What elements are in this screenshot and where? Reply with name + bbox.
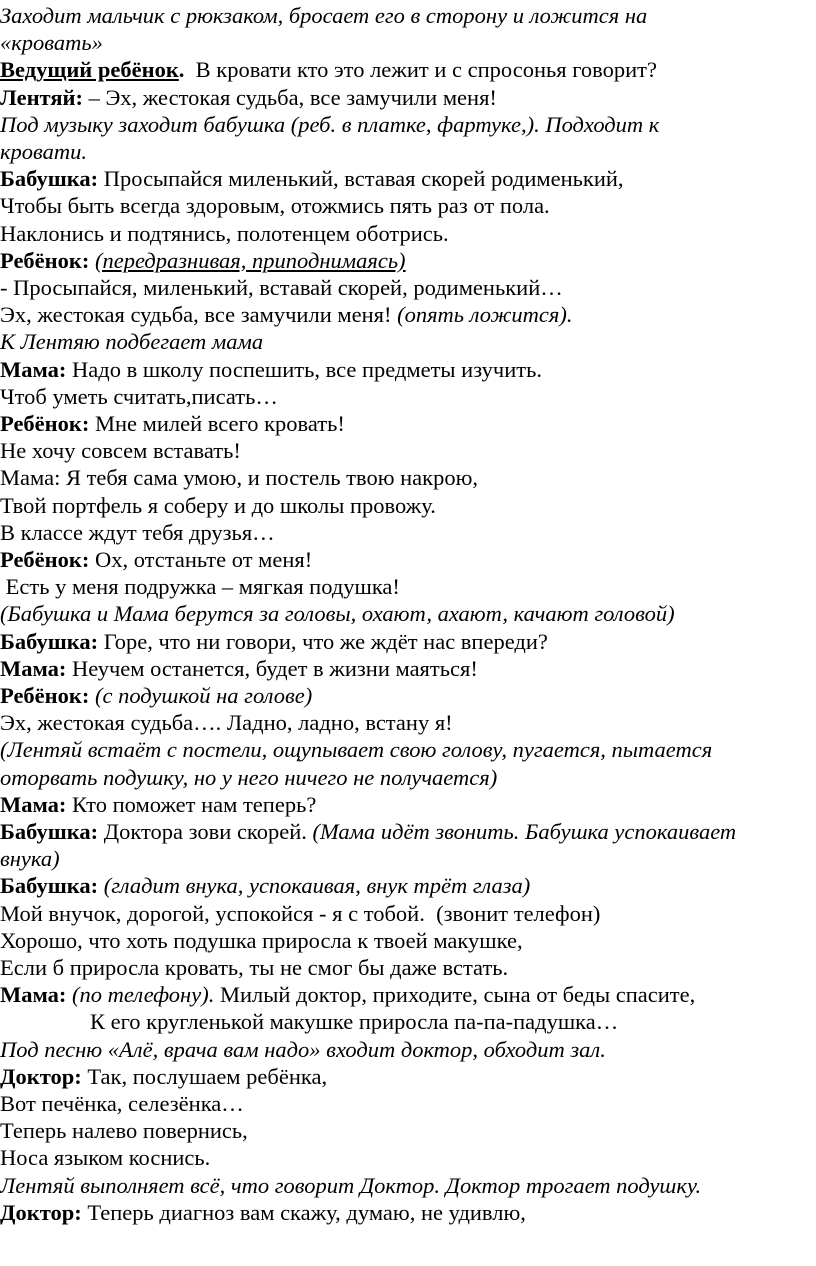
line-text: - Просыпайся, миленький, вставай скорей, родименький… [0, 275, 563, 300]
line-text: Горе, что ни говори, что же ждёт нас впереди? [98, 628, 548, 654]
text-line [0, 628, 548, 656]
line-text: Милый доктор, приходите, сына от беды спасите, [214, 982, 696, 1008]
text-line [0, 818, 736, 846]
stage-direction: кровати. [0, 139, 88, 164]
stage-direction: (с подушкой на голове) [94, 683, 313, 708]
text-line [0, 981, 695, 1009]
line-text: Теперь налево повернись, [0, 1118, 248, 1144]
text-line [0, 546, 312, 574]
line-text: Чтоб уметь считать,писать… [0, 383, 278, 409]
line-text: Кто поможет нам теперь? [66, 791, 317, 817]
speaker-label: Мама: [0, 982, 67, 1008]
text-line [0, 2, 647, 30]
text-line [0, 165, 624, 193]
stage-direction: (опять ложится). [397, 302, 573, 328]
text-line [0, 872, 530, 900]
stage-direction: (передразнивая, приподнимаясь) [94, 247, 406, 273]
text-line [0, 192, 550, 220]
text-line [0, 655, 478, 683]
line-text: Чтобы быть всегда здоровым, отожмись пять раз от пола. [0, 193, 550, 219]
text-line [0, 709, 453, 737]
text-line [0, 845, 60, 873]
text-line [0, 138, 87, 166]
text-line [0, 328, 263, 356]
line-text: Твой портфель я соберу и до школы провожу. [0, 492, 436, 518]
speaker-label: Ведущий ребёнок [0, 57, 179, 83]
line-text: Хорошо, что хоть подушка приросла к твоей макушке, [0, 927, 523, 953]
line-text: В классе ждут тебя друзья… [0, 519, 275, 545]
speaker-label: Доктор: [0, 1063, 82, 1089]
line-text: Неучем останется, будет в жизни маяться! [66, 655, 478, 681]
line-text: Доктора зови скорей. [98, 819, 313, 844]
text-line [0, 1008, 618, 1036]
text-line [0, 301, 572, 329]
stage-direction: Заходит мальчик с рюкзаком, бросает его в сторону и ложится на [0, 3, 648, 28]
stage-direction: К Лентяю подбегает мама [0, 329, 264, 355]
line-text: В кровати кто это лежит и с спросонья говорит? [184, 57, 657, 83]
text-line [0, 954, 508, 982]
line-text: Мне милей всего кровать! [89, 411, 345, 436]
text-line [0, 1144, 210, 1172]
line-text: – Эх, жестокая судьба, все замучили меня! [82, 84, 497, 110]
line-text: Эх, жестокая судьба, все замучили меня! [0, 302, 398, 328]
speaker-label: Ребёнок: [0, 411, 90, 436]
line-text: Теперь диагноз вам скажу, думаю, не удивлю, [81, 1199, 526, 1225]
text-line [0, 573, 400, 601]
line-text: Так, послушаем ребёнка, [81, 1063, 328, 1089]
speaker-label: Лентяй: [0, 84, 83, 110]
speaker-label: Бабушка: [0, 166, 99, 192]
text-line [0, 682, 312, 710]
line-text: Если б приросла кровать, ты не смог бы даже встать. [0, 955, 509, 980]
text-line [0, 84, 497, 112]
text-line [0, 519, 275, 547]
text-line [0, 1036, 606, 1064]
text-line [0, 791, 316, 819]
stage-direction: «кровать» [0, 30, 103, 56]
line-text: Наклонись и подтянись, полотенцем оботрись. [0, 220, 449, 246]
line-text: Есть у меня подружка – мягкая подушка! [0, 574, 400, 600]
text-line [0, 1172, 701, 1200]
speaker-label: Мама: [0, 655, 67, 681]
line-text: Мой внучок, дорогой, успокойся - я с тобой. (звонит телефон) [0, 900, 601, 926]
text-line [0, 927, 523, 955]
stage-direction: Лентяй выполняет всё, что говорит Доктор. Доктор трогает подушку. [0, 1172, 702, 1198]
stage-direction: Под музыку заходит бабушка (реб. в платке, фартуке,). Подходит к [0, 111, 660, 137]
text-line [0, 274, 563, 302]
text-line [0, 247, 406, 275]
text-line [0, 1063, 327, 1091]
text-line [0, 383, 278, 411]
text-line [0, 356, 542, 384]
text-line [0, 56, 657, 84]
speaker-label: Ребёнок: [0, 247, 90, 273]
stage-direction: Под песню «Алё, врача вам надо» входит доктор, обходит зал. [0, 1036, 606, 1062]
text-line [0, 437, 241, 465]
speaker-label: Мама: [0, 356, 67, 382]
line-text: Эх, жестокая судьба…. Ладно, ладно, встану я! [0, 710, 453, 736]
speaker-label: Мама: [0, 791, 67, 817]
text-line [0, 111, 659, 139]
line-text: Носа языком коснись. [0, 1145, 211, 1171]
line-text: Ох, отстаньте от меня! [89, 547, 313, 572]
stage-direction: (по телефону). [72, 982, 215, 1008]
text-line [0, 1117, 248, 1145]
text-line [0, 764, 497, 792]
stage-direction: (гладит внука, успокаивая, внук трёт глаза) [103, 873, 531, 899]
stage-direction: (Бабушка и Мама берутся за головы, охают, ахают, качают головой) [0, 601, 675, 627]
speaker-label: Ребёнок: [0, 683, 90, 708]
text-line [0, 1090, 244, 1118]
line-text: К его кругленькой макушке приросла па-па-падушка… [0, 1009, 619, 1035]
stage-direction: (Мама идёт звонить. Бабушка успокаивает [312, 819, 737, 844]
text-line [0, 600, 675, 628]
line-text: Не хочу совсем вставать! [0, 438, 241, 464]
speaker-label: Доктор: [0, 1199, 82, 1225]
speaker-label: Ребёнок: [0, 547, 90, 572]
line-text: Просыпайся миленький, вставая скорей родименький, [98, 166, 624, 192]
line-text: Мама: Я тебя сама умою, и постель твою накрою, [0, 465, 479, 491]
text-line [0, 29, 103, 57]
text-line [0, 900, 600, 928]
stage-direction: внука) [0, 846, 60, 872]
stage-direction: (Лентяй встаёт с постели, ощупывает свою голову, пугается, пытается [0, 737, 713, 763]
text-line [0, 410, 345, 438]
line-text: Вот печёнка, селезёнка… [0, 1091, 244, 1116]
speaker-label: Бабушка: [0, 873, 99, 899]
text-line [0, 492, 436, 520]
line-text: Надо в школу поспешить, все предметы изучить. [66, 356, 542, 382]
text-line [0, 1199, 526, 1227]
speaker-label: Бабушка: [0, 628, 99, 654]
speaker-label: Бабушка: [0, 819, 99, 844]
text-line [0, 220, 449, 248]
text-line [0, 736, 712, 764]
speaker-label: . [178, 57, 185, 83]
stage-direction: оторвать подушку, но у него ничего не получается) [0, 764, 498, 790]
text-line [0, 464, 478, 492]
